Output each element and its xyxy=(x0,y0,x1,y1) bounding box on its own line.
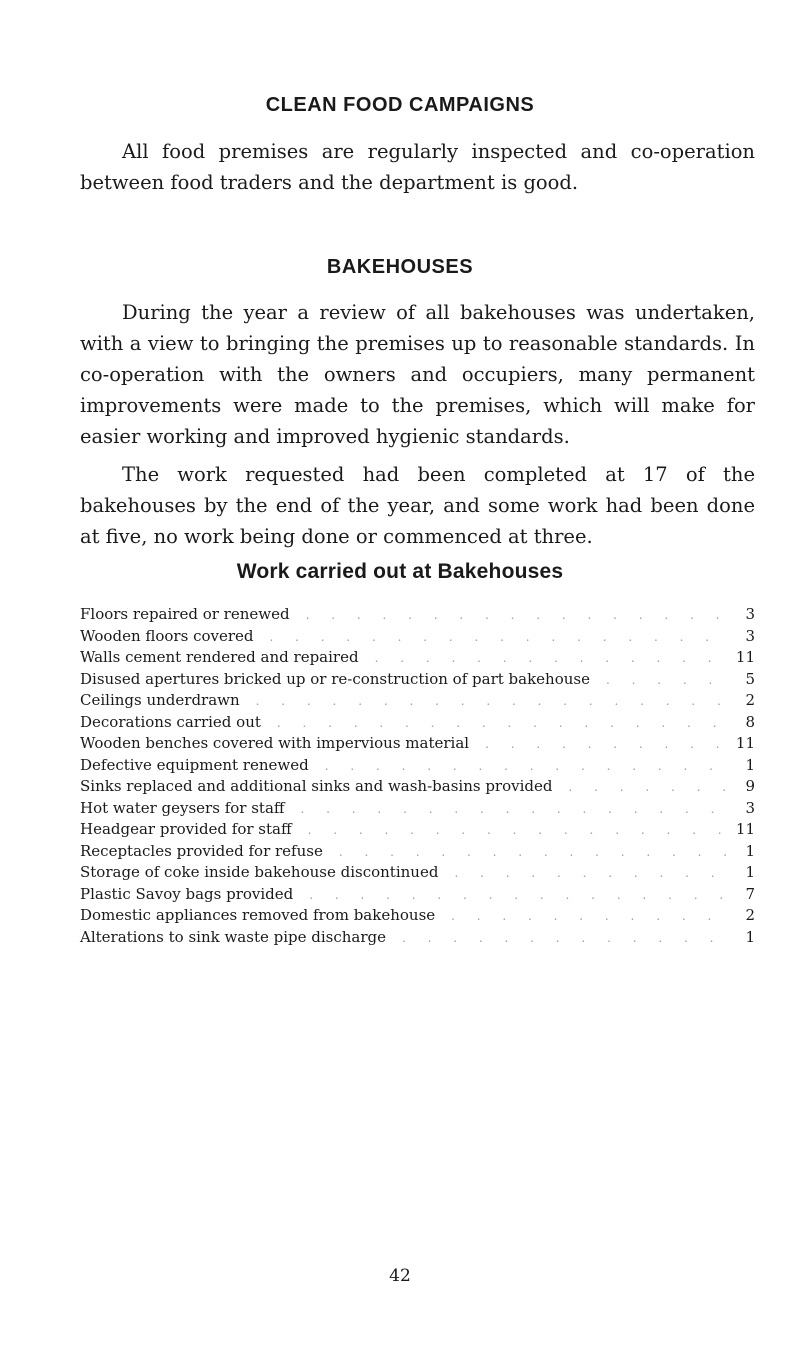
work-item xyxy=(80,734,755,756)
work-item-label: Defective equipment renewed xyxy=(80,755,309,774)
work-item-label: Alterations to sink waste pipe discharge xyxy=(80,927,387,946)
dot-leader xyxy=(296,608,727,622)
dot-leader xyxy=(246,694,727,708)
bakehouses-paragraph-1: During the year a review of all bakehouses was undertaken, with a view to bringing the premises up to reasonable standards. In co-operation with the owners and occupiers, many permanent improvements were made to the premises, which will make for easier working and improved hygienic standards. xyxy=(80,301,755,448)
work-item-label: Wooden floors covered xyxy=(80,626,254,645)
work-item-count: 1 xyxy=(745,755,755,774)
dot-leader xyxy=(444,866,727,880)
work-item xyxy=(80,799,755,821)
work-item-label: Domestic appliances removed from bakehouse xyxy=(80,906,436,924)
work-item-count: 5 xyxy=(745,669,755,688)
dot-leader xyxy=(315,759,727,773)
work-item-label: Decorations carried out xyxy=(80,712,261,731)
dot-leader xyxy=(392,931,727,945)
bakehouses-heading: BAKEHOUSES xyxy=(326,256,474,278)
work-item-count: 3 xyxy=(745,626,755,645)
page-number: 42 xyxy=(389,1266,411,1286)
work-item-count: 8 xyxy=(745,712,755,731)
work-item xyxy=(80,691,755,713)
work-item-count: 11 xyxy=(735,820,755,838)
work-item xyxy=(80,605,755,627)
dot-leader xyxy=(298,823,727,837)
work-item-count: 1 xyxy=(745,841,755,860)
work-item-count: 2 xyxy=(745,906,755,924)
work-item-count: 2 xyxy=(745,691,755,709)
dot-leader xyxy=(291,802,727,816)
work-item xyxy=(80,627,755,649)
work-item-count: 1 xyxy=(745,863,755,881)
dot-leader xyxy=(299,888,727,902)
work-item-label: Hot water geysers for staff xyxy=(80,798,285,817)
work-item-count: 9 xyxy=(745,777,755,795)
work-item-label: Walls cement rendered and repaired xyxy=(80,648,359,666)
dot-leader xyxy=(441,909,727,923)
work-item-count: 1 xyxy=(745,927,755,946)
work-item-label: Receptacles provided for refuse xyxy=(80,841,323,860)
work-item-count: 7 xyxy=(745,884,755,903)
dot-leader xyxy=(267,716,727,730)
work-item-label: Wooden benches covered with impervious material xyxy=(80,734,470,752)
clean-food-heading: CLEAN FOOD CAMPAIGNS xyxy=(265,94,535,116)
clean-food-paragraph: All food premises are regularly inspected and co-operation between food traders and the department is good. xyxy=(80,140,755,194)
work-heading: Work carried out at Bakehouses xyxy=(236,560,564,583)
dot-leader xyxy=(475,737,727,751)
work-item-label: Plastic Savoy bags provided xyxy=(80,884,294,903)
work-item xyxy=(80,756,755,778)
work-item-label: Sinks replaced and additional sinks and wash-basins provided xyxy=(80,777,553,795)
work-item xyxy=(80,820,755,842)
work-item xyxy=(80,648,755,670)
work-item xyxy=(80,906,755,928)
work-item-count: 11 xyxy=(735,734,755,752)
work-item xyxy=(80,885,755,907)
dot-leader xyxy=(260,630,727,644)
dot-leader xyxy=(596,673,727,687)
work-item-label: Disused apertures bricked up or re-construction of part bakehouse xyxy=(80,669,590,688)
work-item-label: Storage of coke inside bakehouse discontinued xyxy=(80,863,439,881)
dot-leader xyxy=(329,845,727,859)
work-item-label: Floors repaired or renewed xyxy=(80,605,290,623)
bakehouses-paragraph-2: The work requested had been completed at 17 of the bakehouses by the end of the year, and some work had been done at five, no work being done or commenced at three. xyxy=(80,463,755,548)
work-list xyxy=(80,605,755,949)
dot-leader xyxy=(365,651,727,665)
work-item-count: 3 xyxy=(745,605,755,623)
work-item xyxy=(80,713,755,735)
work-item-count: 3 xyxy=(745,798,755,817)
work-item-count: 11 xyxy=(735,648,755,666)
work-item xyxy=(80,842,755,864)
work-item xyxy=(80,670,755,692)
work-item-label: Headgear provided for staff xyxy=(80,820,292,838)
dot-leader xyxy=(559,780,728,794)
work-item xyxy=(80,928,755,950)
work-item xyxy=(80,863,755,885)
work-item xyxy=(80,777,755,799)
work-item-label: Ceilings underdrawn xyxy=(80,691,240,709)
